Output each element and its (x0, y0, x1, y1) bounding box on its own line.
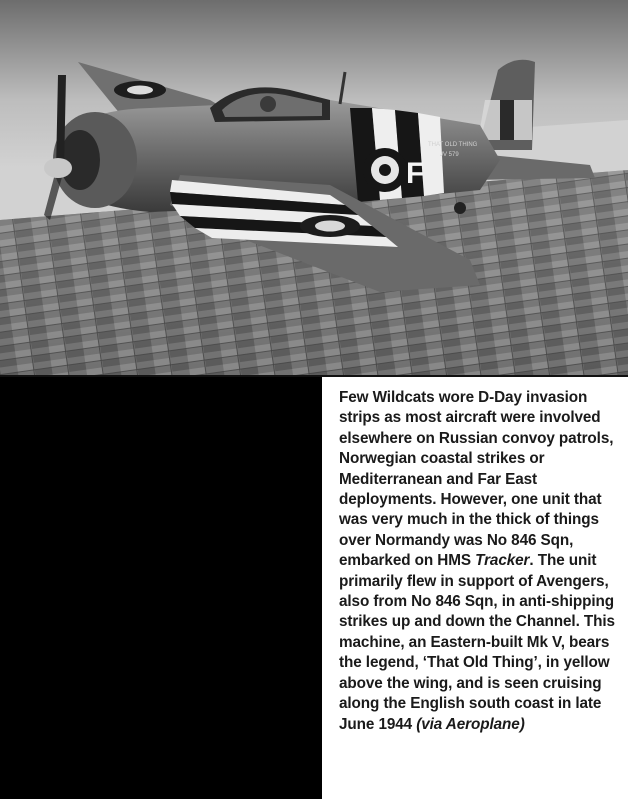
pilot (260, 96, 276, 112)
wildcat-photo-illustration (0, 0, 628, 375)
photo-caption (339, 388, 624, 735)
caption-body: . The unit primarily flew in support of Avengers, also from No 846 Sqn, in anti-shipping strikes up and down the Channel. This machine, an Eastern-built Mk V, bears the legend, ‘That Old Thing’, in yellow above the wing, and is seen cruising along the English south coast in late June 1944 (339, 552, 615, 733)
caption-credit: (via Aeroplane) (416, 715, 525, 733)
fuselage-legend: THAT OLD THING (428, 142, 478, 148)
tail-wheel (454, 202, 466, 214)
fuselage-serial: JV 579 (440, 152, 459, 158)
fin-flash-stripe (500, 100, 514, 140)
fuselage-code-letter: F (406, 157, 425, 190)
caption-ship-name: Tracker (475, 552, 530, 570)
propeller-spinner (44, 158, 72, 178)
aircraft-photo (0, 0, 628, 377)
black-panel (0, 377, 322, 799)
caption-intro: Few Wildcats wore D-Day invasion strips as most aircraft were involved elsewhere on Russian convoy patrols, Norwegian coastal strikes or Mediterranean and Far East deployments. However, one unit that was very much in the thick of things over Normandy was No 846 Sqn, embarked on HMS (339, 389, 614, 570)
